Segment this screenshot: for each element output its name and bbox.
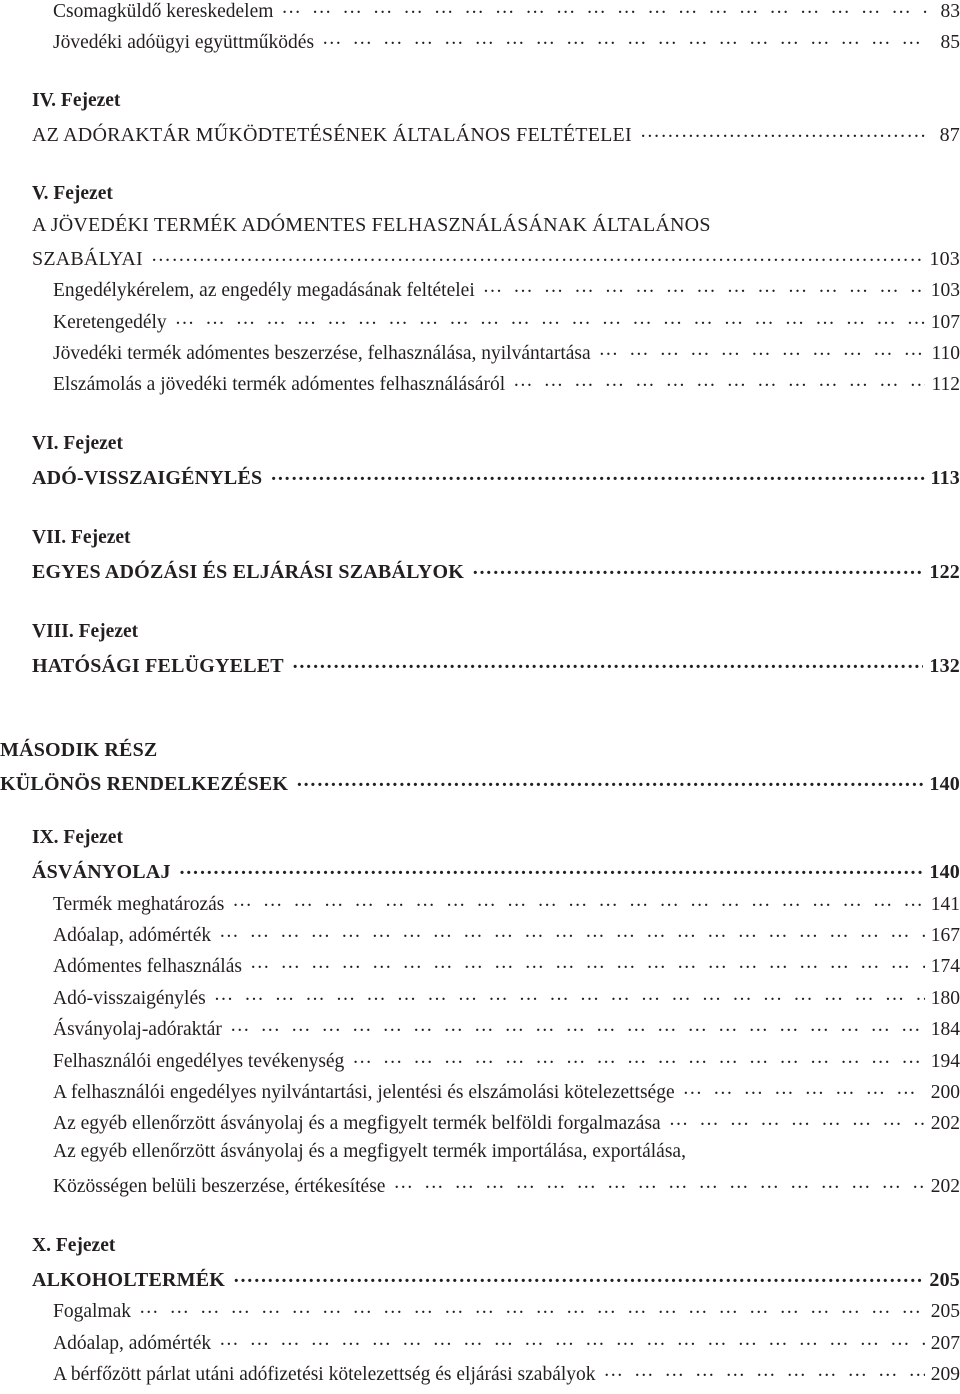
toc-entry	[53, 1172, 960, 1203]
page-number: 87	[939, 124, 960, 146]
page-number: 113	[930, 467, 960, 489]
chapter-title-label: ADÓ-VISSZAIGÉNYLÉS	[32, 467, 263, 489]
chapter-label: V. Fejezet	[32, 183, 113, 204]
chapter-heading	[32, 621, 960, 652]
toc-entry	[53, 339, 960, 370]
page-number: 200	[930, 1081, 960, 1103]
chapter-title-label: ÁSVÁNYOLAJ	[32, 861, 171, 883]
toc-entry	[53, 890, 960, 921]
toc-entry	[53, 1015, 960, 1046]
chapter-title-label: HATÓSÁGI FELÜGYELET	[32, 655, 284, 677]
dot-leader	[214, 984, 925, 1004]
toc-entry	[53, 0, 960, 28]
chapter-label: IX. Fejezet	[32, 827, 123, 848]
chapter-title-label: EGYES ADÓZÁSI ÉS ELJÁRÁSI SZABÁLYOK	[32, 561, 464, 583]
chapter-label: VIII. Fejezet	[32, 621, 139, 642]
chapter-title-label: A JÖVEDÉKI TERMÉK ADÓMENTES FELHASZNÁLÁSÁNAK ÁLTALÁNOS	[32, 214, 711, 236]
dot-leader	[139, 1297, 925, 1317]
toc-entry	[53, 921, 960, 952]
dot-leader	[599, 339, 926, 359]
toc-entry-label: Keretengedély	[53, 311, 167, 333]
chapter-heading	[32, 90, 960, 121]
toc-entry-label: Elszámolás a jövedéki termék adómentes felhasználásáról	[53, 373, 506, 395]
dot-leader	[179, 858, 924, 878]
toc-entry-label: Adóalap, adómérték	[53, 924, 212, 946]
dot-leader	[352, 1047, 924, 1067]
dot-leader	[483, 276, 925, 296]
chapter-title	[0, 770, 960, 801]
page-number: 141	[930, 893, 960, 915]
page-number: 140	[929, 861, 960, 883]
page-number: 202	[930, 1112, 960, 1134]
toc-entry	[53, 952, 960, 983]
toc-entry-label: Az egyéb ellenőrzött ásványolaj és a megfigyelt termék importálása, exportálása,	[53, 1141, 686, 1162]
dot-leader	[230, 1015, 925, 1035]
part-heading	[0, 739, 960, 770]
toc-entry-label: Ásványolaj-adóraktár	[53, 1018, 222, 1040]
page-number: 194	[930, 1050, 960, 1072]
toc-entry-label: Engedélykérelem, az engedély megadásának feltételei	[53, 279, 475, 301]
chapter-heading	[32, 183, 960, 214]
page-number: 167	[930, 924, 960, 946]
toc-entry-label: Adó-visszaigénylés	[53, 987, 206, 1009]
toc-entry-label: A felhasználói engedélyes nyilvántartási, jelentési és elszámolási kötelezettsége	[53, 1081, 675, 1103]
chapter-title-label: AZ ADÓRAKTÁR MŰKÖDTETÉSÉNEK ÁLTALÁNOS FELTÉTELEI	[32, 124, 632, 146]
dot-leader	[640, 121, 928, 141]
dot-leader	[233, 1266, 923, 1286]
chapter-title	[32, 464, 960, 495]
dot-leader	[219, 1329, 925, 1349]
toc-entry	[53, 1141, 960, 1172]
page-number: 103	[929, 248, 960, 270]
dot-leader	[683, 1078, 925, 1098]
toc-entry-label: Adóalap, adómérték	[53, 1332, 212, 1354]
page-number: 180	[930, 987, 960, 1009]
toc-entry	[53, 308, 960, 339]
page-number: 110	[931, 342, 960, 364]
chapter-heading	[32, 527, 960, 558]
dot-leader	[669, 1109, 925, 1129]
dot-leader	[270, 464, 924, 484]
page-number: 205	[929, 1269, 960, 1291]
dot-leader	[322, 28, 928, 48]
toc-entry	[53, 276, 960, 307]
page-number: 140	[929, 773, 960, 795]
toc-entry-label: Közösségen belüli beszerzése, értékesítése	[53, 1175, 386, 1197]
chapter-title-label: ALKOHOLTERMÉK	[32, 1269, 226, 1291]
toc-entry-label: Adómentes felhasználás	[53, 955, 242, 977]
chapter-title	[32, 245, 960, 276]
page-number: 132	[929, 655, 960, 677]
toc-entry	[53, 1360, 960, 1391]
chapter-heading	[32, 1235, 960, 1266]
toc-entry-label: Fogalmak	[53, 1300, 131, 1322]
dot-leader	[393, 1172, 924, 1192]
dot-leader	[281, 0, 928, 17]
chapter-title-label: KÜLÖNÖS RENDELKEZÉSEK	[0, 773, 289, 795]
page-number: 207	[930, 1332, 960, 1354]
chapter-title-label: SZABÁLYAI	[32, 248, 143, 270]
page-number: 83	[940, 0, 960, 22]
page-number: 112	[931, 373, 960, 395]
toc-entry	[53, 1297, 960, 1328]
page-number: 205	[930, 1300, 960, 1322]
dot-leader	[151, 245, 923, 265]
part-label: MÁSODIK RÉSZ	[0, 739, 158, 761]
chapter-title	[32, 1266, 960, 1297]
page-number: 202	[930, 1175, 960, 1197]
page-number: 107	[930, 311, 960, 333]
toc-entry-label: Felhasználói engedélyes tevékenység	[53, 1050, 345, 1072]
page-number: 85	[940, 31, 960, 53]
chapter-label: IV. Fejezet	[32, 90, 121, 111]
dot-leader	[219, 921, 925, 941]
chapter-title	[32, 558, 960, 589]
dot-leader	[232, 890, 924, 910]
page-number: 209	[930, 1363, 960, 1385]
dot-leader	[250, 952, 925, 972]
toc-entry	[53, 1047, 960, 1078]
dot-leader	[513, 370, 925, 390]
toc-entry	[53, 28, 960, 59]
dot-leader	[604, 1360, 925, 1380]
toc-entry-label: Csomagküldő kereskedelem	[53, 0, 274, 22]
page-number: 103	[930, 279, 960, 301]
dot-leader	[175, 308, 925, 328]
chapter-label: VII. Fejezet	[32, 527, 131, 548]
chapter-label: VI. Fejezet	[32, 433, 123, 454]
chapter-heading	[32, 827, 960, 858]
page-number: 174	[930, 955, 960, 977]
toc-entry	[53, 1078, 960, 1109]
toc-entry	[53, 1109, 960, 1140]
toc-entry	[53, 1329, 960, 1360]
chapter-heading	[32, 433, 960, 464]
chapter-title	[32, 214, 960, 245]
page-number: 184	[930, 1018, 960, 1040]
chapter-title	[32, 858, 960, 889]
toc-entry	[53, 984, 960, 1015]
chapter-label: X. Fejezet	[32, 1235, 116, 1256]
chapter-title	[32, 121, 960, 152]
dot-leader	[472, 558, 923, 578]
toc-entry-label: Az egyéb ellenőrzött ásványolaj és a megfigyelt termék belföldi forgalmazása	[53, 1112, 661, 1134]
chapter-title	[32, 652, 960, 683]
toc-entry-label: Termék meghatározás	[53, 893, 225, 915]
toc-entry-label: Jövedéki adóügyi együttműködés	[53, 31, 315, 53]
dot-leader	[296, 770, 923, 790]
page-number: 122	[929, 561, 960, 583]
dot-leader	[292, 652, 924, 672]
toc-entry	[53, 370, 960, 401]
toc-entry-label: A bérfőzött párlat utáni adófizetési kötelezettség és eljárási szabályok	[53, 1363, 596, 1385]
toc-entry-label: Jövedéki termék adómentes beszerzése, felhasználása, nyilvántartása	[53, 342, 591, 364]
